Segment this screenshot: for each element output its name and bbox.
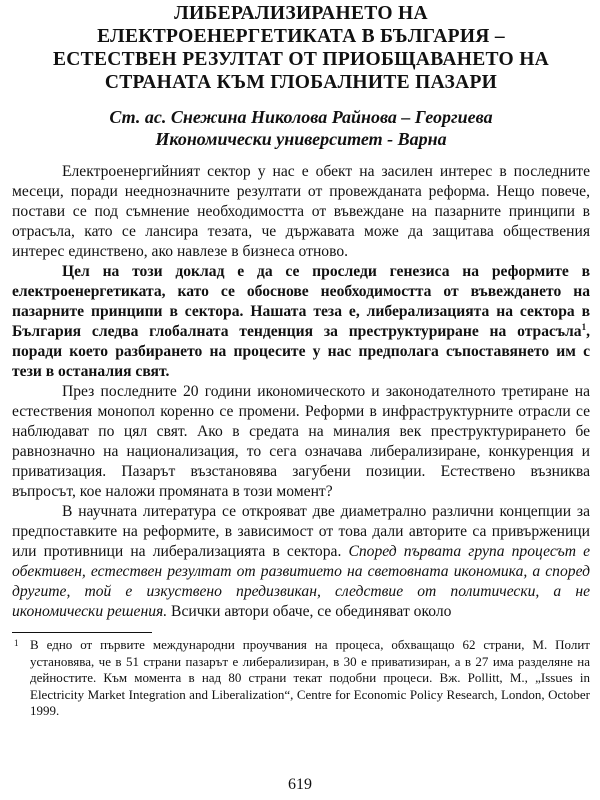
title-line-1: ЛИБЕРАЛИЗИРАНЕТО НА <box>174 3 428 24</box>
footnote-ref: 1 <box>581 321 587 332</box>
author-block <box>12 106 590 150</box>
footnote-text: В едно от първите международни проучвания на процеса, обхващащо 62 страни, М. Полит установява, че в 51 страни пазарът е либерализиран, в 30 е приватизиран, а в 27 има разделяне на дейностите. Към момента в над 80 страни текат подобни процеси. Вж. Pollitt, M., „Issues in Electricity Market Integration and Liberalization“, Centre for Economic Policy Research, London, October 1999. <box>30 637 590 718</box>
footnote <box>12 637 590 720</box>
paragraph-2-tail: , поради което разбирането на процесите у нас предполага съпоставянето им с тези в останалия свят. <box>12 323 590 380</box>
paragraph-4-italic: Според първата група процесът е обективен, естествен резултат от развитието на световната икономика, а според другите, той е изкуствено предизвикан, следствие от политически, а не икономически решения. <box>12 543 590 620</box>
paragraph-4-text: В научната литература се открояват две диаметрално различни концепции за предпоставките на реформите, в зависимост от това дали авторите са привърженици или противници на либерализацията в сектора. <box>12 503 590 560</box>
title-line-2: ЕЛЕКТРОЕНЕРГЕТИКАТА В БЪЛГАРИЯ – <box>97 26 505 47</box>
paper-title <box>12 2 590 94</box>
page-number: 619 <box>288 776 312 793</box>
paragraph-2 <box>12 262 590 382</box>
footnote-divider <box>12 632 152 633</box>
paragraph-4 <box>12 502 590 622</box>
paper-body <box>12 162 590 622</box>
paragraph-4-end: Всички автори обаче, се обединяват около <box>167 603 452 620</box>
footnote-mark: 1 <box>14 638 19 648</box>
title-line-3: ЕСТЕСТВЕН РЕЗУЛТАТ ОТ ПРИОБЩАВАНЕТО НА <box>52 49 550 70</box>
author-name: Ст. ас. Снежина Николова Райнова – Георгиева <box>109 107 493 127</box>
author-affiliation: Икономически университет - Варна <box>155 129 447 149</box>
title-line-4: СТРАНАТА КЪМ ГЛОБАЛНИТЕ ПАЗАРИ <box>104 72 498 93</box>
paragraph-1: Електроенергийният сектор у нас е обект на засилен интерес в последните месеци, поради нееднозначните резултати от провежданата реформа. Нещо повече, постави се под съмнение необходимостта от въвеждане на пазарните принципи в отрасъла, като се лансира тезата, че държавата може да защитава обществения интерес единствено, ако навлезе в бизнеса отново. <box>12 163 590 260</box>
paragraph-3: През последните 20 години икономическото и законодателното третиране на естествения монопол коренно се промени. Реформи в инфраструктурните отрасли се наблюдават по цял свят. Ако в средата на миналия век преструктурирането бе равнозначно на национализация, то сега означава либерализиране, конкуренция и приватизация. Пазарът възстановява загубени позиции. Естествено възниква въпросът, кое наложи промяната в този момент? <box>12 383 590 500</box>
paragraph-2-text: Цел на този доклад е да се проследи генезиса на реформите в електроенергетиката, като се обоснове необходимостта от въвеждането на пазарните принципи в сектора. Нашата теза е, либерализацията на сектора в България следва глобалната тенденция за преструктуриране на отрасъла <box>12 263 590 340</box>
